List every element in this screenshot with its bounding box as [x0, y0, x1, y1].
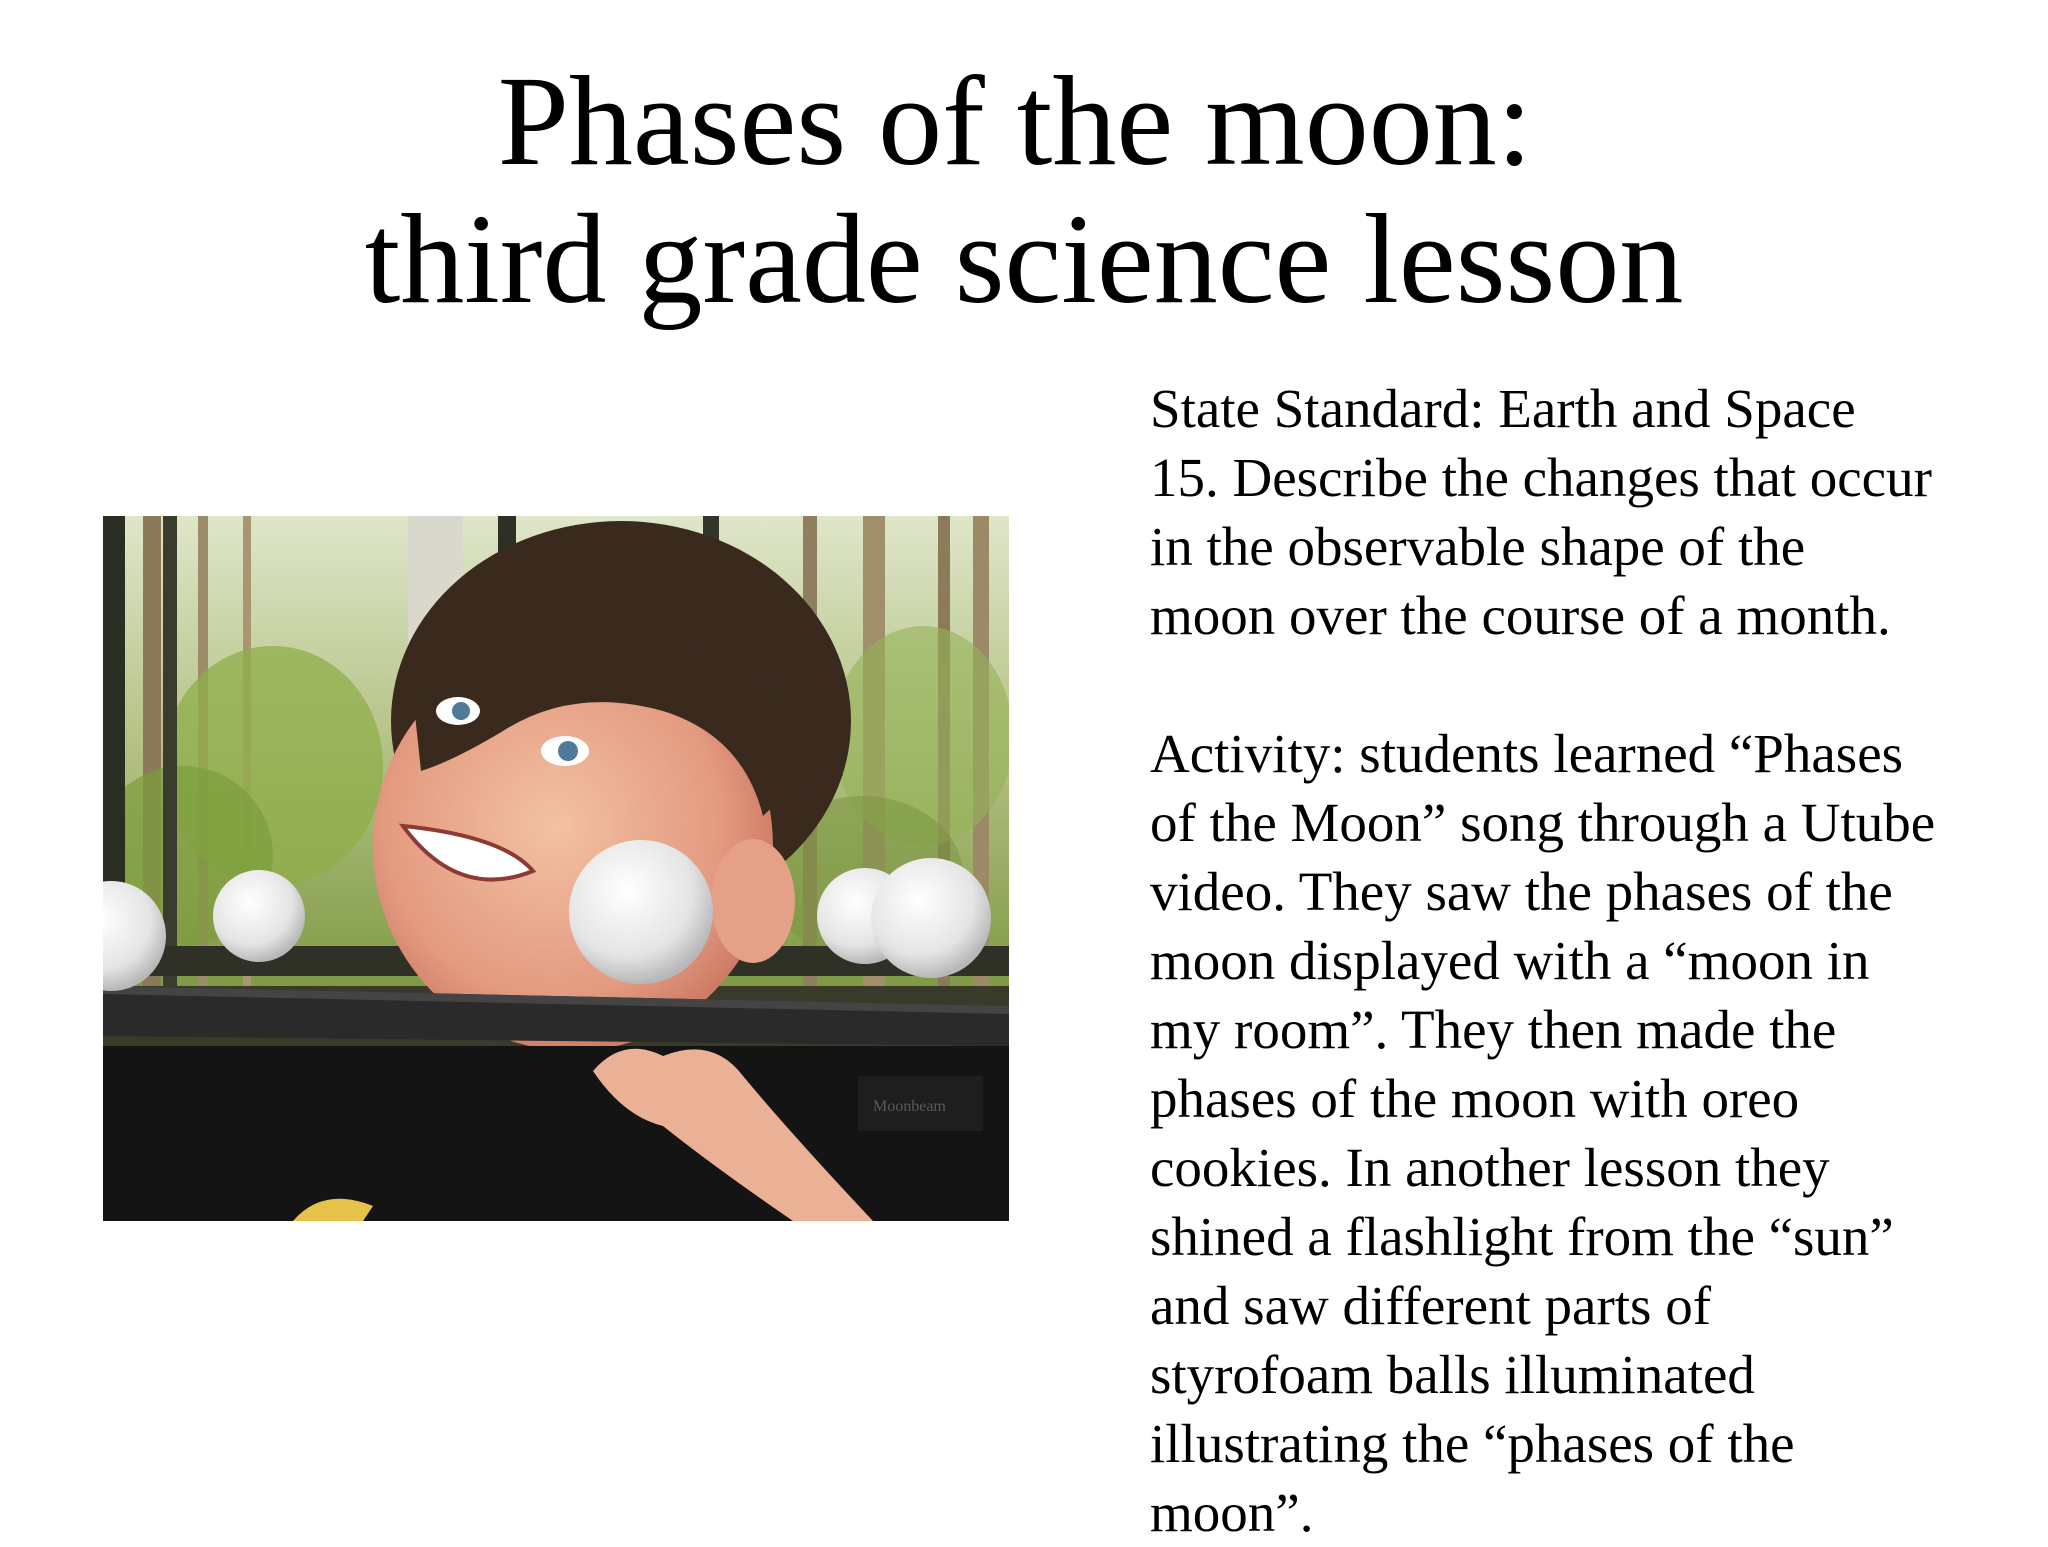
paragraph-gap — [1150, 650, 2010, 719]
activity-text: Activity: students learned “Phases of the Moon” song through a Utube video. They saw the phases of the moon displayed with a “moon in my room”. They then made the phases of the moon with oreo cookies. In another lesson they shined a flashlight from the “sun” and saw different parts of styrofoam balls illuminated illustrating the “phases of the moon”. — [1150, 723, 1936, 1543]
title-line-1: Phases of the moon: — [497, 50, 1533, 192]
slide-title — [0, 52, 2048, 328]
title-line-2: third grade science lesson — [364, 188, 1684, 330]
photo-sign-text: Moonbeam — [873, 1098, 946, 1115]
lesson-text — [1150, 374, 2010, 1547]
student-photo — [103, 516, 1009, 1221]
state-standard-text: State Standard: Earth and Space 15. Describe the changes that occur in the observable shape of the moon over the course of a month. — [1150, 378, 1932, 646]
